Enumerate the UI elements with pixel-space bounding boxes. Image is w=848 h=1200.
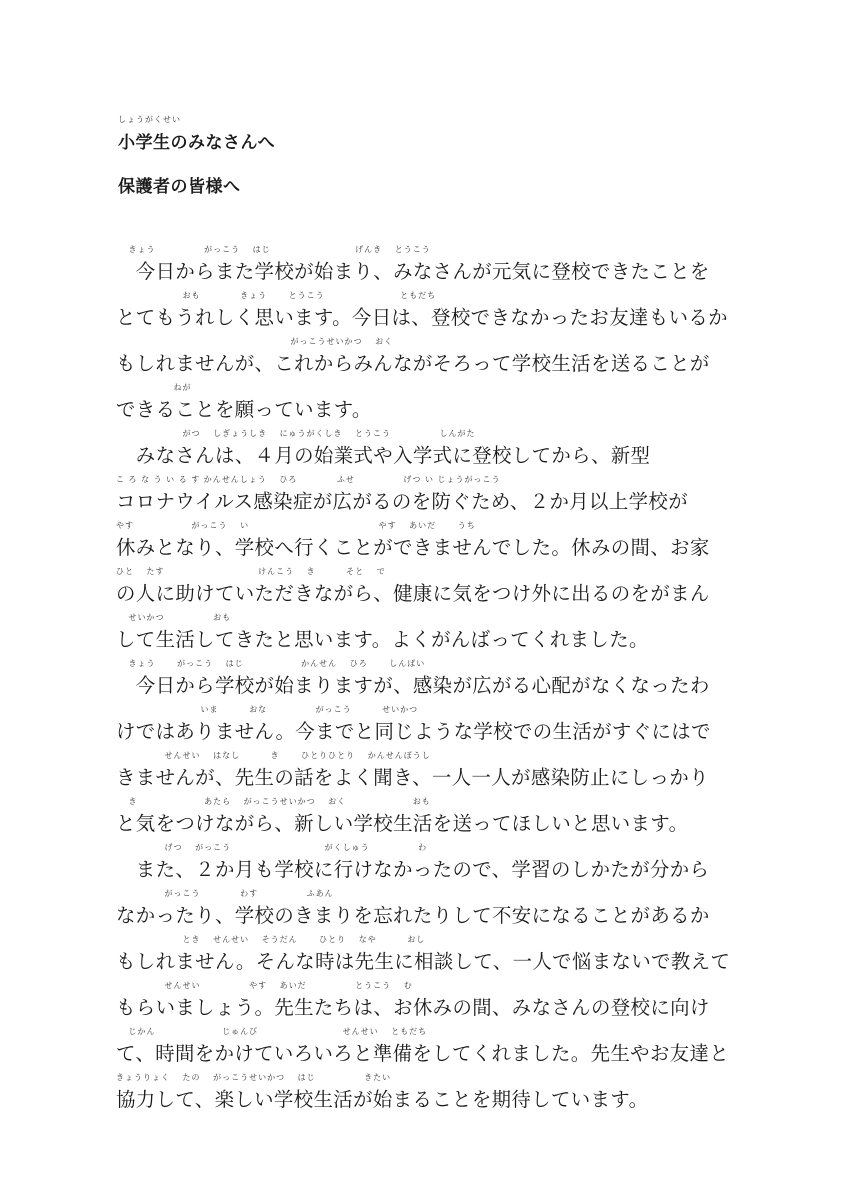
text-line xyxy=(116,934,736,980)
text-line xyxy=(116,244,736,290)
furigana: がっこう わす ふあん xyxy=(116,889,334,898)
text-line xyxy=(116,796,736,842)
text-line xyxy=(116,474,736,520)
text-line xyxy=(116,704,736,750)
furigana: おも きょう とうこう ともだち xyxy=(116,291,437,300)
text-line xyxy=(116,980,736,1026)
text-line xyxy=(116,750,736,796)
text-line xyxy=(116,842,736,888)
text-line xyxy=(116,658,736,704)
text-line xyxy=(116,566,736,612)
text-line-content: なかったり、学校のきまりを忘れたりして不安になることがあるか xyxy=(116,904,710,927)
text-line xyxy=(116,888,736,934)
furigana: がつ しぎょうしき にゅうがくしき とうこう しんがた xyxy=(116,429,476,438)
text-line-content: 今日から学校が始まりますが、感染が広がる心配がなくなったわ xyxy=(116,674,710,697)
furigana: げつ がっこう がくしゅう わ xyxy=(116,843,428,852)
text-line-content: もしれません。そんな時は先生に相談して、一人で悩まないで教えて xyxy=(116,950,731,973)
text-line-content: と気をつけながら、新しい学校生活を送ってほしいと思います。 xyxy=(116,812,689,835)
text-line-content: もらいましょう。先生たちは、お休みの間、みなさんの登校に向け xyxy=(116,996,710,1019)
text-line-content: また、２か月も学校に行けなかったので、学習のしかたが分から xyxy=(116,858,710,881)
furigana: とき せんせい そうだん ひとり なや おし xyxy=(116,935,426,944)
furigana: こ ろ な う い る す かんせんしょう ひろ ふせ げつ い じょうがっこう xyxy=(116,475,501,484)
furigana: やす がっこう い やす あいだ うち xyxy=(116,521,476,530)
text-line xyxy=(116,1026,736,1072)
furigana: ねが xyxy=(116,383,192,392)
page-subtitle: 保護者の皆様へ xyxy=(118,177,241,197)
furigana: せいかつ おも xyxy=(116,613,232,622)
furigana: きょう がっこう はじ かんせん ひろ しんぱい xyxy=(116,659,426,668)
text-line xyxy=(116,428,736,474)
furigana: せんせい はなし き ひとりひとり かんせんぼうし xyxy=(116,751,431,760)
text-line xyxy=(116,290,736,336)
text-line-content: て、時間をかけていろいろと準備をしてくれました。先生やお友達と xyxy=(116,1042,730,1065)
text-line-content: 協力して、楽しい学校生活が始まることを期待しています。 xyxy=(116,1088,649,1111)
text-line-content: 休みとなり、学校へ行くことができませんでした。休みの間、お家 xyxy=(116,536,710,559)
page-title: 小学生のみなさんへ xyxy=(118,133,276,153)
furigana: せんせい やす あいだ とうこう む xyxy=(116,981,413,990)
furigana: きょう がっこう はじ げんき とうこう xyxy=(116,245,431,254)
furigana: ひと たす けんこう き そと で xyxy=(116,567,386,576)
text-line-content: 今日からまた学校が始まり、みなさんが元気に登校できたことを xyxy=(116,260,710,283)
text-line xyxy=(116,520,736,566)
text-line xyxy=(116,612,736,658)
text-line-content: きませんが、先生の話をよく聞き、一人一人が感染防止にしっかり xyxy=(116,766,709,789)
letter-body xyxy=(116,244,736,1118)
text-line-content: とてもうれしく思います。今日は、登校できなかったお友達もいるか xyxy=(116,306,728,329)
text-line-content: コロナウイルス感染症が広がるのを防ぐため、２か月以上学校が xyxy=(116,490,688,513)
text-line-content: の人に助けていただきながら、健康に気をつけ外に出るのをがまん xyxy=(116,582,710,605)
text-line xyxy=(116,1072,736,1118)
furigana: じかん じゅんび せんせい ともだち xyxy=(116,1027,428,1036)
text-line-content: みなさんは、４月の始業式や入学式に登校してから、新型 xyxy=(116,444,651,467)
furigana: いま おな がっこう せいかつ xyxy=(116,705,419,714)
text-line xyxy=(116,336,736,382)
text-line-content: けではありません。今までと同じような学校での生活がすぐにはで xyxy=(116,720,711,743)
text-line-content: できることを願っています。 xyxy=(116,398,372,421)
furigana: がっこうせいかつ おく xyxy=(116,337,394,346)
text-line-content: もしれませんが、これからみんながそろって学校生活を送ることが xyxy=(116,352,710,375)
furigana: きょうりょく たの がっこうせいかつ はじ きたい xyxy=(116,1073,392,1082)
furigana: き あたら がっこうせいかつ おく おも xyxy=(116,797,431,806)
title-ruby: しょうがくせい xyxy=(118,115,181,124)
text-line-content: して生活してきたと思います。よくがんばってくれました。 xyxy=(116,628,649,651)
text-line xyxy=(116,382,736,428)
